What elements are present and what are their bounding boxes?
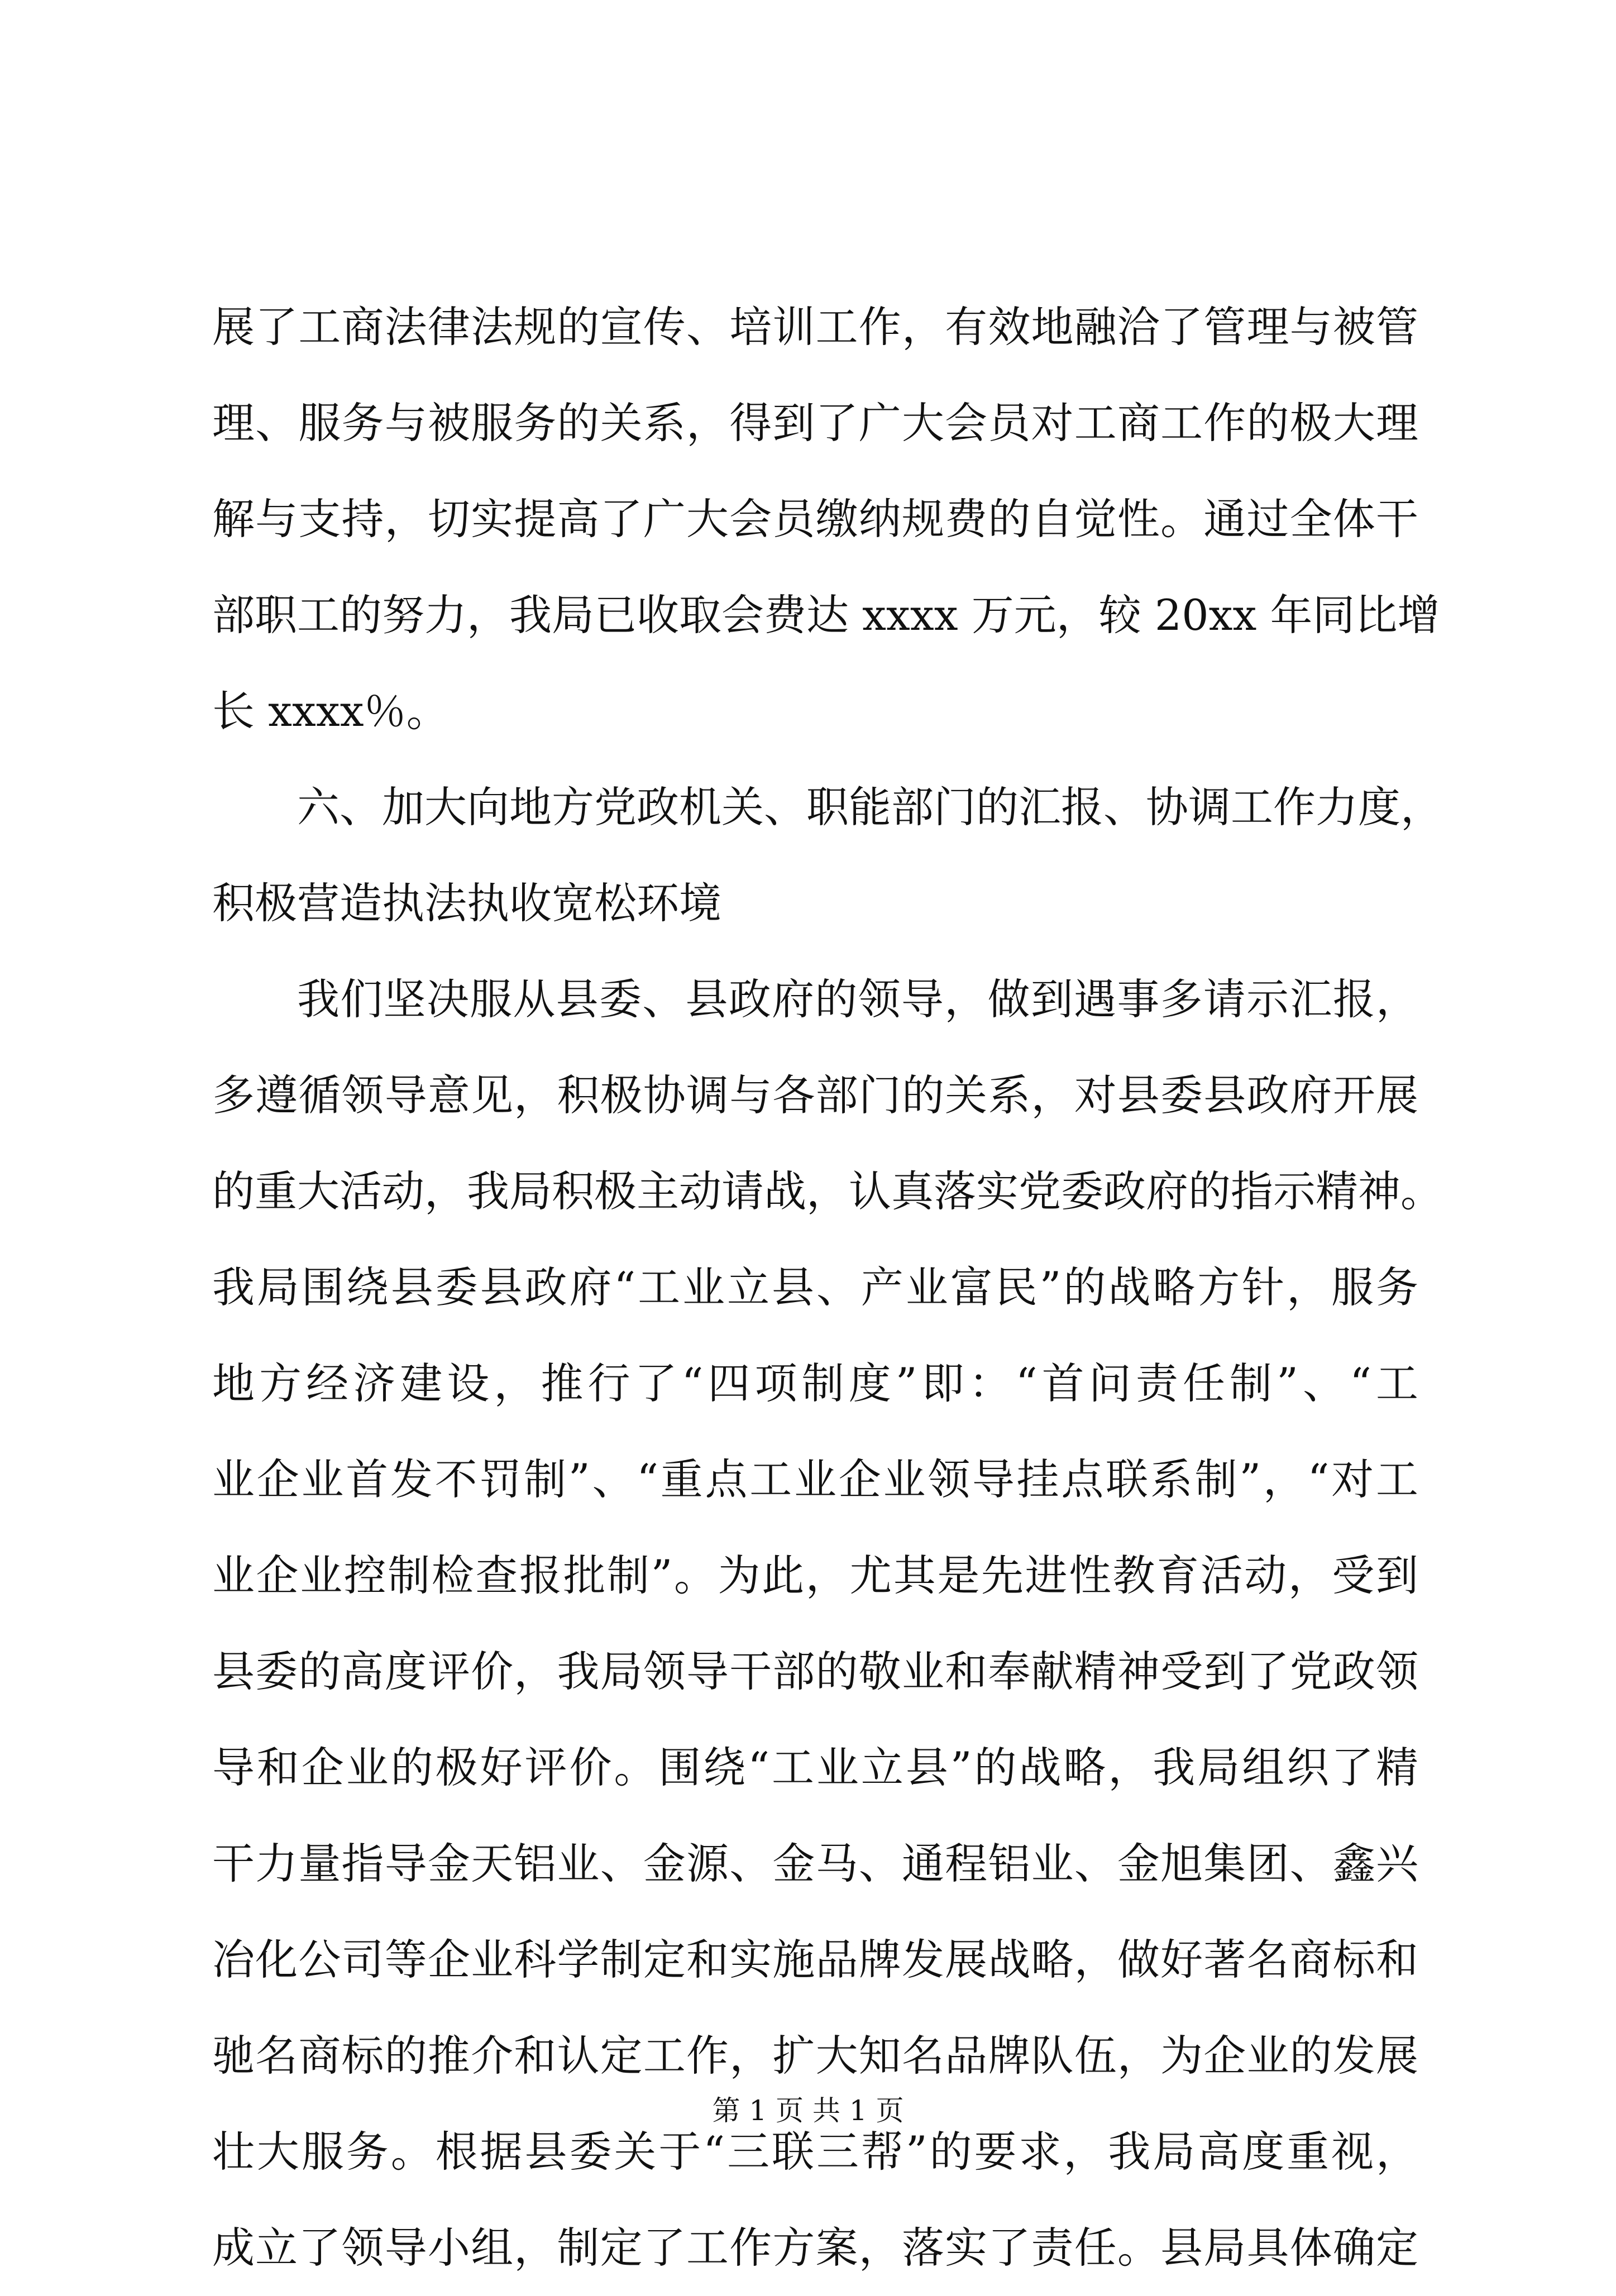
- text-line: 业企业首发不罚制”、“重点工业企业领导挂点联系制”，“对工: [212, 1455, 1418, 1504]
- text-line: 成立了领导小组，制定了工作方案，落实了责任。县局具体确定: [212, 2223, 1418, 2273]
- page-footer: [0, 2091, 1616, 2130]
- text-line: 我局围绕县委县政府“工业立县、产业富民”的战略方针，服务: [212, 1262, 1418, 1312]
- text-line: 多遵循领导意见，积极协调与各部门的关系，对县委县政府开展: [212, 1070, 1418, 1120]
- text-line: 干力量指导金天铝业、金源、金马、通程铝业、金旭集团、鑫兴: [212, 1839, 1418, 1888]
- document-body: [212, 279, 1443, 2296]
- text-line: 驰名商标的推介和认定工作，扩大知名品牌队伍，为企业的发展: [212, 2031, 1418, 2080]
- text-line: 导和企业的极好评价。围绕“工业立县”的战略，我局组织了精: [212, 1743, 1418, 1792]
- text-line: 理、服务与被服务的关系，得到了广大会员对工商工作的极大理: [212, 398, 1418, 448]
- section-heading-line: 六、加大向地方党政机关、职能部门的汇报、协调工作力度，: [297, 782, 1443, 832]
- text-line: 地方经济建设，推行了“四项制度”即：“首问责任制”、“工: [212, 1359, 1418, 1408]
- text-line: 的重大活动，我局积极主动请战，认真落实党委政府的指示精神。: [212, 1166, 1443, 1216]
- text-line: 展了工商法律法规的宣传、培训工作，有效地融洽了管理与被管: [212, 302, 1418, 352]
- text-line: 解与支持，切实提高了广大会员缴纳规费的自觉性。通过全体干: [212, 494, 1418, 544]
- text-line: 业企业控制检查报批制”。为此，尤其是先进性教育活动，受到: [212, 1551, 1418, 1600]
- section-heading-line: 积极营造执法执收宽松环境: [212, 878, 721, 928]
- page-number-label: 第 1 页 共 1 页: [712, 2094, 904, 2127]
- text-line: 我们坚决服从县委、县政府的领导，做到遇事多请示汇报，: [297, 974, 1418, 1024]
- text-line: 冶化公司等企业科学制定和实施品牌发展战略，做好著名商标和: [212, 1935, 1418, 1984]
- text-line: 壮大服务。根据县委关于“三联三帮”的要求，我局高度重视，: [212, 2127, 1418, 2177]
- text-line: 部职工的努力，我局已收取会费达 xxxx 万元，较 20xx 年同比增: [212, 590, 1440, 640]
- text-line: 长 xxxx％。: [212, 686, 449, 736]
- text-line: 县委的高度评价，我局领导干部的敬业和奉献精神受到了党政领: [212, 1647, 1418, 1696]
